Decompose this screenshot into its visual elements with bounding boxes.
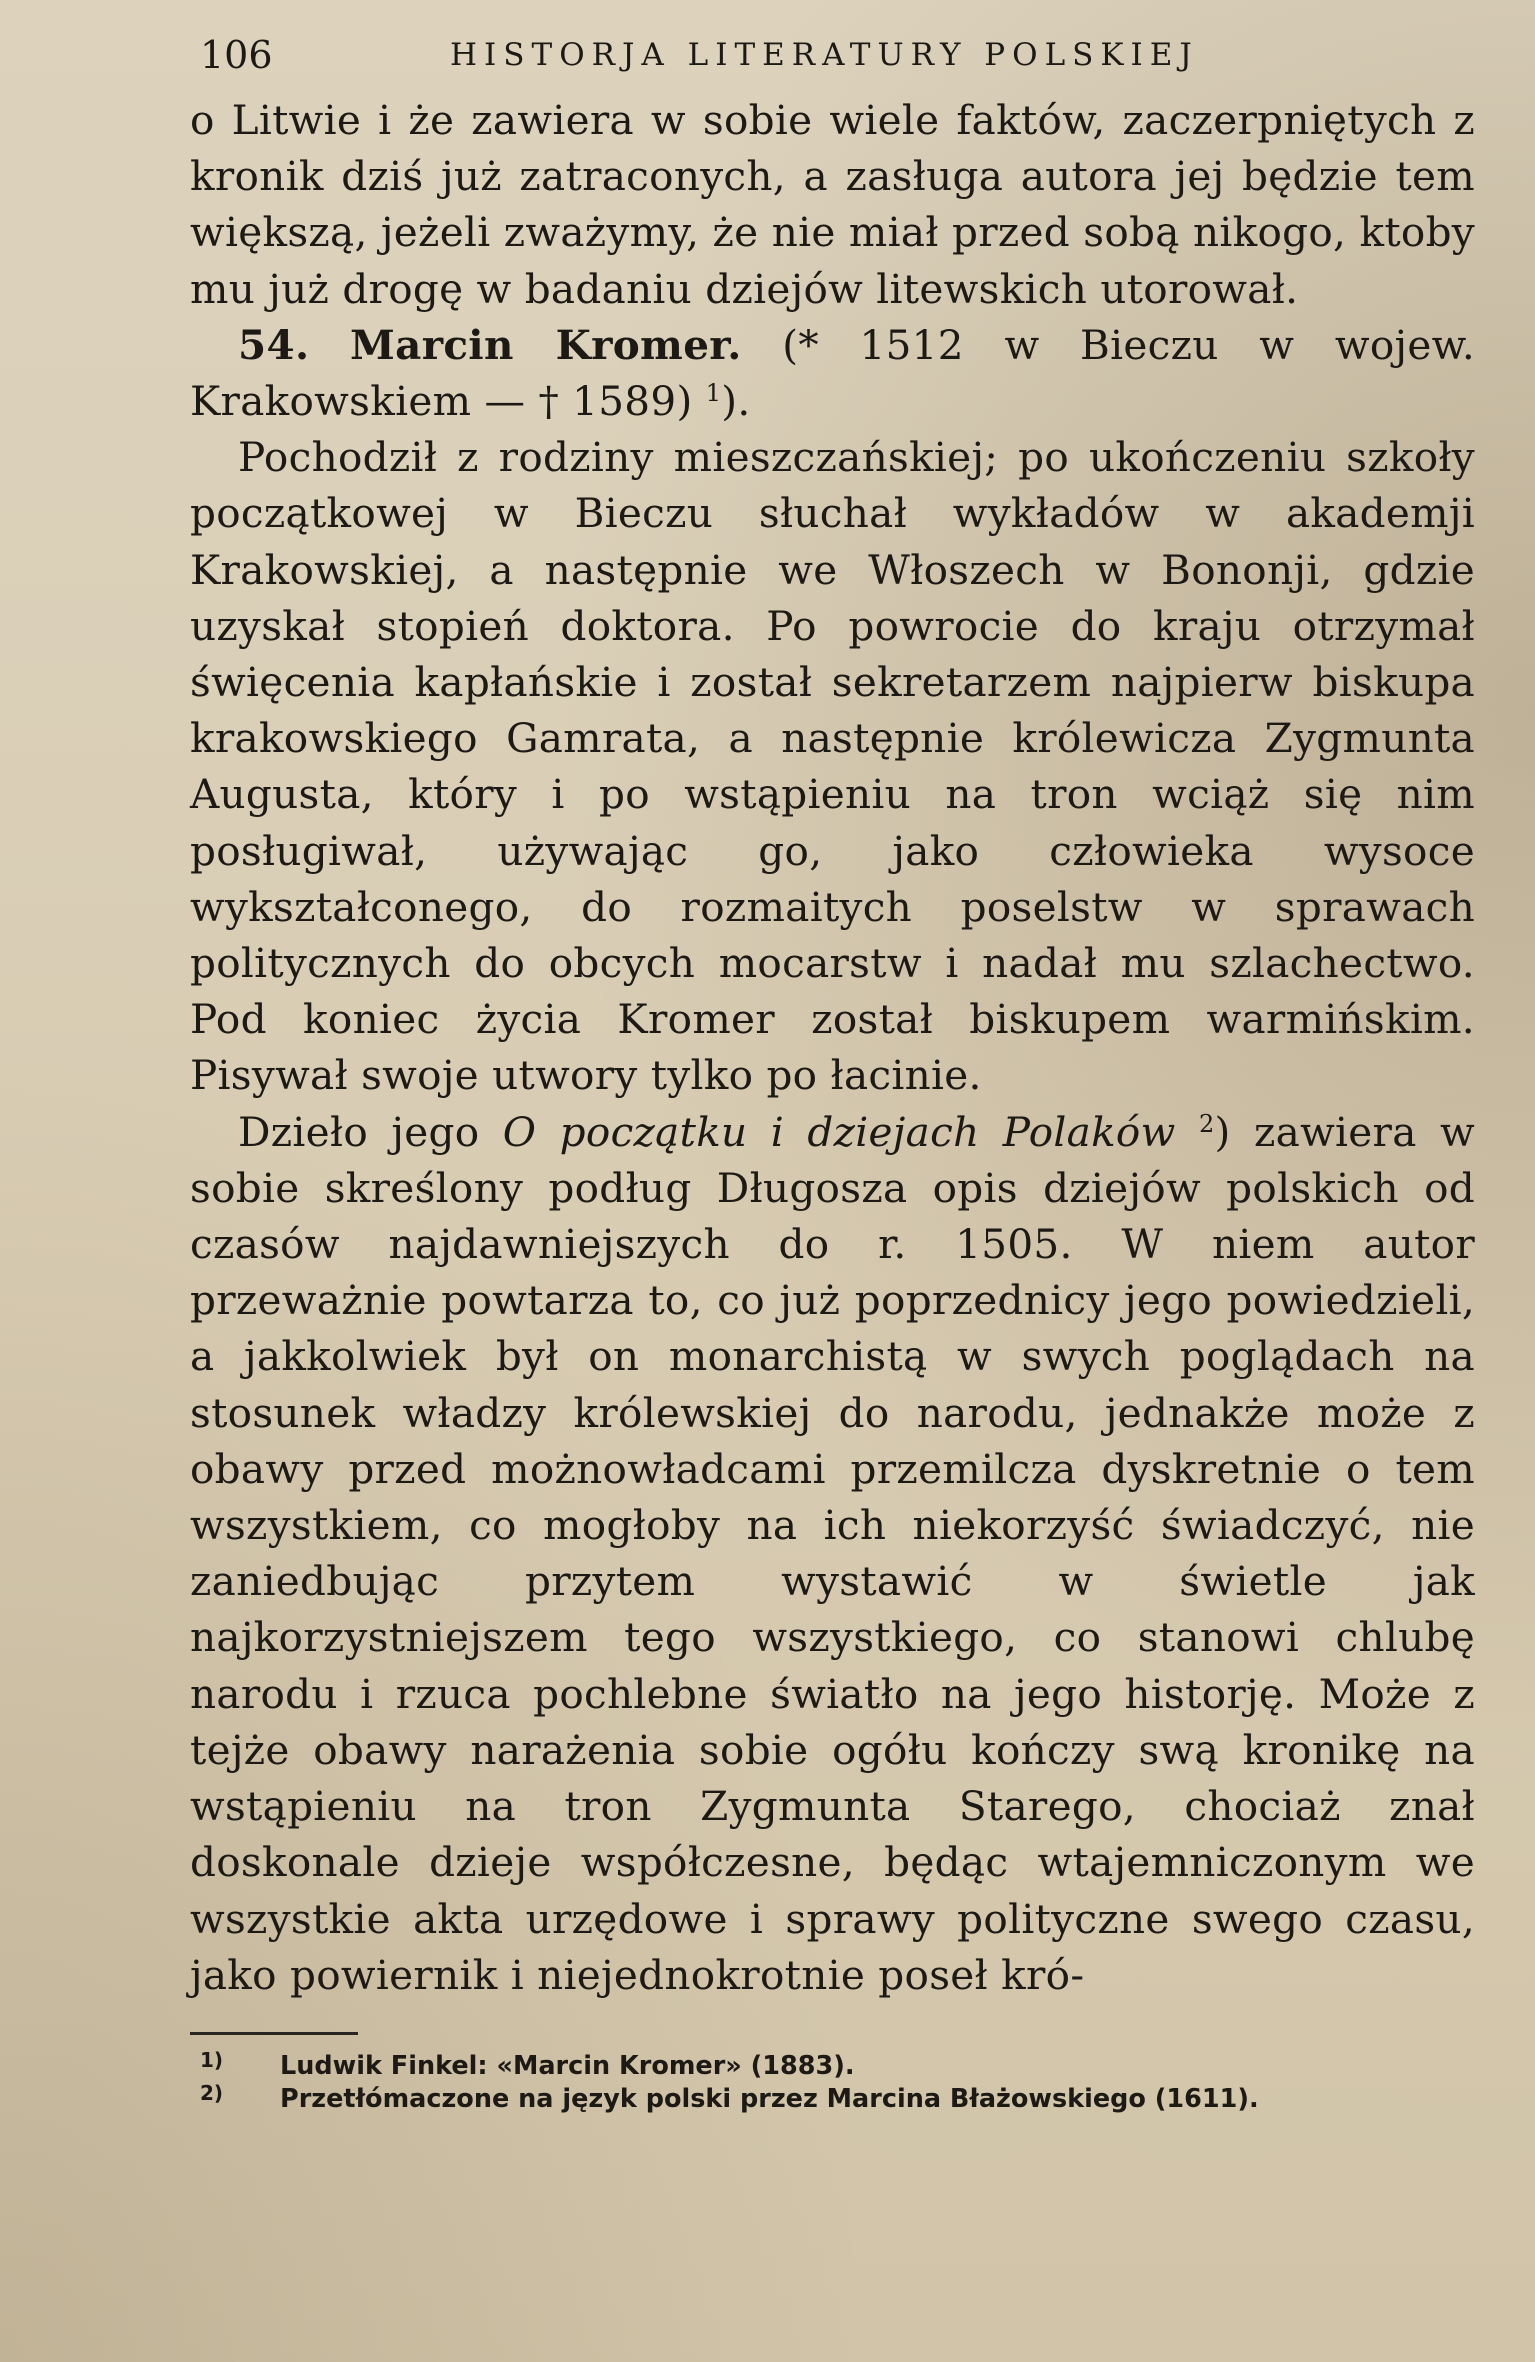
footnotes bbox=[200, 2050, 1400, 2116]
running-head bbox=[200, 30, 1340, 80]
page-number: 106 bbox=[200, 33, 273, 77]
running-title: HISTORJA LITERATURY POLSKIEJ bbox=[450, 37, 1199, 73]
paragraph-continuation: o Litwie i że zawiera w sobie wiele faktów, zaczerpniętych z kronik dziś już zatraconych, a zasługa autora jej będzie tem większą, jeżeli zważymy, że nie miał przed sobą nikogo, ktoby mu już drogę w badaniu dziejów litewskich utorował. bbox=[190, 96, 1475, 313]
footnote-text: Ludwik Finkel: «Marcin Kromer» (1883). bbox=[280, 2051, 855, 2081]
paragraph-work bbox=[190, 1104, 1475, 2003]
footnote-text: Przetłómaczone na język polski przez Marcina Błażowskiego (1611). bbox=[280, 2084, 1259, 2114]
footnote-ref-1: 1 bbox=[705, 379, 722, 408]
paragraph-work-rest: ) zawiera w sobie skreślony podług Długosza opis dziejów polskich od czasów najdawniejszych do r. 1505. W niem autor przeważnie powtarza to, co już poprzednicy jego powiedzieli, a jakkolwiek był on monarchistą w swych poglądach na stosunek władzy królewskiej do narodu, jednakże może z obawy przed możnowładcami przemilcza dyskretnie o tem wszystkiem, co mogłoby na ich niekorzyść świadczyć, nie zaniedbując przytem wystawić w świetle jak najkorzystniejszem tego wszystkiego, co stanowi chlubę narodu i rzuca pochlebne światło na jego historję. Może z tejże obawy narażenia sobie ogółu kończy swą kronikę na wstąpieniu na tron Zygmunta Starego, chociaż znał doskonale dzieje współczesne, będąc wtajemniczonym we wszystkie akta urzędowe i sprawy polityczne swego czasu, jako powiernik i niejednokrotnie poseł kró- bbox=[190, 1107, 1475, 1999]
work-title: O początku i dziejach Polaków bbox=[502, 1107, 1176, 1156]
body-text bbox=[190, 92, 1475, 2003]
footnote-marker: 1) bbox=[200, 2048, 224, 2072]
paragraph-biography: Pochodził z rodziny mieszczańskiej; po ukończeniu szkoły początkowej w Bieczu słuchał wykładów w akademji Krakowskiej, a następnie we Włoszech w Bononji, gdzie uzyskał stopień doktora. Po powrocie do kraju otrzymał święcenia kapłańskie i został sekretarzem najpierw biskupa krakowskiego Gamrata, a następnie królewicza Zygmunta Augusta, który i po wstąpieniu na tron wciąż się nim posługiwał, używając go, jako człowieka wysoce wykształconego, do rozmaitych poselstw w sprawach politycznych do obcych mocarstw i nadał mu szlachectwo. Pod koniec życia Kromer został biskupem warmińskim. Pisywał swoje utwory tylko po łacinie. bbox=[190, 433, 1475, 1100]
footnote-ref-2: 2 bbox=[1198, 1109, 1215, 1138]
entry-name: Marcin Kromer. bbox=[350, 320, 742, 369]
footnote-item bbox=[200, 2050, 1400, 2083]
entry-heading bbox=[190, 317, 1475, 429]
entry-dates-end: ). bbox=[721, 377, 751, 426]
footnote-marker: 2) bbox=[200, 2081, 224, 2105]
footnote-item bbox=[200, 2083, 1400, 2116]
entry-dates: (* 1512 w Bieczu w wojew. Krakowskiem — † 1589) bbox=[190, 320, 1475, 426]
entry-number: 54. bbox=[238, 320, 310, 369]
paragraph-work-start: Dzieło jego bbox=[238, 1107, 503, 1156]
footnote-divider bbox=[190, 2032, 358, 2035]
